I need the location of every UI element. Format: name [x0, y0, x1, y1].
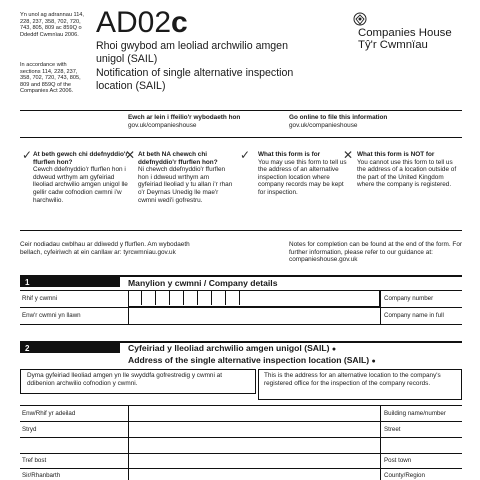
online-english [289, 114, 459, 129]
section-2-title [128, 343, 468, 367]
company-number-input[interactable] [128, 291, 380, 307]
section-1-number: 1 [20, 276, 120, 287]
info-col-1-title: At beth gewch chi ddefnyddio'r ffurflen hon? [33, 151, 128, 166]
digit-cell[interactable] [184, 291, 198, 305]
form-code-main: AD02 [96, 6, 172, 39]
digit-cell[interactable] [142, 291, 156, 305]
online-welsh-link[interactable]: gov.uk/companieshouse [128, 121, 197, 129]
section-2-title-english-text: Address of the single alternative inspection location (SAIL) [128, 355, 370, 365]
crest-icon [352, 12, 368, 28]
section-2-title-english [128, 355, 468, 367]
company-name-label-english: Company name in full [384, 312, 444, 319]
info-col-3 [258, 151, 350, 197]
cross-icon: ✕ [125, 148, 136, 162]
county-label-english: County/Region [384, 472, 425, 479]
online-english-heading: Go online to file this information [289, 114, 388, 121]
label-divider [128, 290, 129, 307]
online-welsh [128, 114, 288, 129]
info-col-1 [33, 151, 129, 204]
post-town-input[interactable] [128, 454, 380, 468]
section-2-note-welsh [20, 369, 256, 394]
label-divider [380, 307, 381, 324]
building-label-english: Building name/number [384, 410, 446, 417]
info-col-4-title: What this form is NOT for [357, 151, 435, 158]
title-welsh-line-2: unigol (SAIL) [96, 53, 158, 66]
check-icon: ✓ [240, 148, 251, 162]
info-col-1-body: Cewch ddefnyddio'r ffurflen hon i ddweud wrthym am gyfeiriad lleoliad archwilio amgen unigol lle gellir cadw cofnodion cwmni i'w harchwilio. [33, 166, 128, 204]
online-welsh-heading: Ewch ar lein i ffeilio'r wybodaeth hon [128, 114, 241, 121]
info-col-4 [357, 151, 462, 189]
label-divider [380, 405, 381, 480]
digit-cell[interactable] [212, 291, 226, 305]
form-title [96, 40, 336, 94]
company-number-label-english: Company number [384, 295, 434, 302]
cross-icon: ✕ [343, 148, 354, 162]
company-number-label-welsh: Rhif y cwmni [22, 295, 58, 302]
info-circle-icon[interactable]: ● [331, 346, 337, 353]
street-label-welsh: Stryd [22, 426, 37, 433]
info-col-4-body: You cannot use this form to tell us the address of a location outside of the part of the United Kingdom where the company is registered. [357, 158, 457, 189]
street-label-english: Street [384, 426, 401, 433]
brand-english: Companies House [358, 27, 452, 39]
notes-welsh: Ceir nodiadau cwblhau ar ddiwedd y ffurflen. Am wybodaeth bellach, cyfeiriwch at ein canllaw ar: tyrcwmniau.gov.uk [20, 241, 190, 256]
county-label-welsh: Sir/Rhanbarth [22, 472, 61, 479]
post-town-label-welsh: Tref bost [22, 457, 47, 464]
building-label-welsh: Enw/Rhif yr adeilad [22, 410, 76, 417]
info-col-3-title: What this form is for [258, 151, 321, 158]
info-circle-icon[interactable]: ● [371, 358, 376, 365]
online-bar-bottom-rule [20, 137, 462, 138]
street-line-2-input[interactable] [128, 438, 380, 453]
row-rule [20, 324, 462, 325]
info-bottom-rule [20, 230, 462, 231]
title-english-line-2: location (SAIL) [96, 80, 166, 93]
info-col-2-title: At beth NA chewch chi ddefnyddio'r ffurflen hon? [138, 151, 218, 166]
check-icon: ✓ [22, 148, 33, 162]
county-input[interactable] [128, 469, 380, 480]
company-name-input[interactable] [128, 308, 380, 323]
section-2-title-welsh [128, 343, 468, 355]
street-input[interactable] [128, 422, 380, 437]
section-1-title: Manylion y cwmni / Company details [128, 278, 278, 288]
digit-cell[interactable] [226, 291, 240, 305]
notes-english: Notes for completion can be found at the end of the form. For further information, please refer to our guidance at: companieshouse.gov.uk [289, 241, 462, 264]
section-2-note-english-text: This is the address for an alternative location to the company's registered office for the inspection of the company records. [264, 372, 441, 387]
section-2-title-welsh-text: Cyfeiriad y lleoliad archwilio amgen unigol (SAIL) [128, 343, 330, 353]
digit-cell[interactable] [198, 291, 212, 305]
digit-cell[interactable] [170, 291, 184, 305]
digit-cell[interactable] [156, 291, 170, 305]
legal-note-english: In accordance with sections 114, 228, 237, 358, 702, 720, 743, 805, 809 and 859Q of the Companies Act 2006. [20, 62, 81, 95]
building-input[interactable] [128, 406, 380, 421]
online-bar-top-rule [20, 110, 462, 111]
post-town-label-english: Post town [384, 457, 412, 464]
info-col-2 [138, 151, 234, 204]
label-divider [380, 290, 381, 307]
digit-cell[interactable] [128, 291, 142, 305]
company-name-label-welsh: Enw'r cwmni yn llawn [22, 312, 81, 319]
form-code [96, 8, 188, 38]
online-english-link[interactable]: gov.uk/companieshouse [289, 121, 358, 129]
label-divider [128, 405, 129, 480]
title-welsh-line-1: Rhoi gwybod am leoliad archwilio amgen [96, 40, 288, 52]
label-divider [128, 307, 129, 324]
section-2-number: 2 [20, 342, 120, 353]
form-code-suffix: c [171, 6, 188, 39]
title-english-line-1: Notification of single alternative inspection [96, 66, 294, 79]
section-2-note-english [258, 369, 462, 400]
legal-note-welsh: Yn unol ag adrannau 114, 228, 237, 358, 702, 720, 743, 805, 809 ac 859Q o Ddeddf Cwmnïau 2006. [20, 12, 84, 38]
info-col-2-body: Ni chewch ddefnyddio'r ffurflen hon i ddweud wrthym am gyfeiriad lleoliad y tu allan i'r rhan o'r Deyrnas Unedig lle mae'r cwmni wedi'i gofrestru. [138, 166, 233, 204]
brand-welsh: Tŷ'r Cwmnïau [358, 39, 428, 51]
section-2-note-welsh-text: Dyma gyfeiriad lleoliad amgen yn lle swyddfa gofrestredig y cwmni at ddibenion archwilio cofnodion y cwmni. [27, 372, 223, 387]
info-col-3-body: You may use this form to tell us the address of an alternative inspection location where company records may be kept for inspection. [258, 158, 347, 196]
